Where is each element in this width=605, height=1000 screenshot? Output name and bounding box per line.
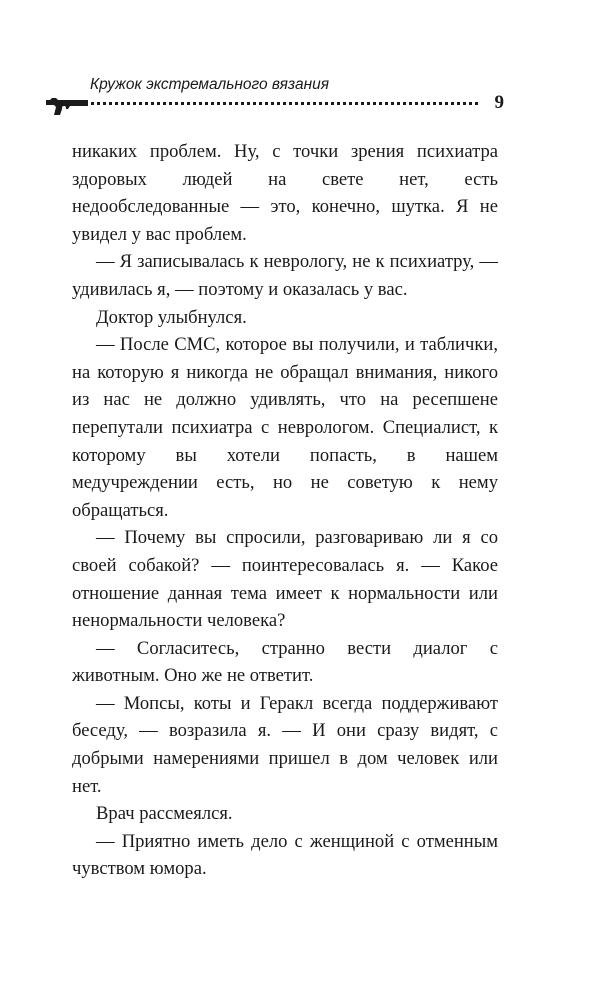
paragraph: Доктор улыбнулся.: [96, 306, 247, 328]
paragraph: — Я записывалась к неврологу, не к психиатру, — удивилась я, — поэтому и оказалась у вас.: [72, 251, 498, 300]
dotted-rule: [84, 102, 478, 105]
revolver-icon: [44, 96, 90, 116]
text-body: [72, 138, 498, 883]
paragraph: — Мопсы, коты и Геракл всегда поддерживают беседу, — возразила я. — И они сразу видят, с добрыми намерениями пришел в дом человек или нет.: [72, 692, 498, 797]
paragraph: — Приятно иметь дело с женщиной с отменным чувством юмора.: [72, 830, 498, 880]
paragraph: — Согласитесь, странно вести диалог с животным. Оно же не ответит.: [72, 637, 498, 687]
paragraph: — Почему вы спросили, разговариваю ли я со своей собакой? — поинтересовалась я. — Какое отношение данная тема имеет к нормальности или ненормальности человека?: [72, 527, 498, 632]
page-number: 9: [494, 92, 504, 113]
running-header: [44, 74, 504, 118]
paragraph: Врач рассмеялся.: [96, 803, 233, 825]
paragraph: никаких проблем. Ну, с точки зрения психиатра здоровых людей на свете нет, есть недообследованные — это, конечно, шутка. Я не увидел у вас проблем.: [72, 141, 498, 245]
paragraph: — После СМС, которое вы получили, и таблички, на которую я никогда не обращал внимания, никого из нас не должно удивлять, что на ресепшене перепутали психиатра с неврологом. Специалист, к которому вы хотели попасть, в нашем медучреждении есть, но не советую к нему обращаться.: [72, 334, 498, 521]
running-title: Кружок экстремального вязания: [90, 76, 330, 93]
